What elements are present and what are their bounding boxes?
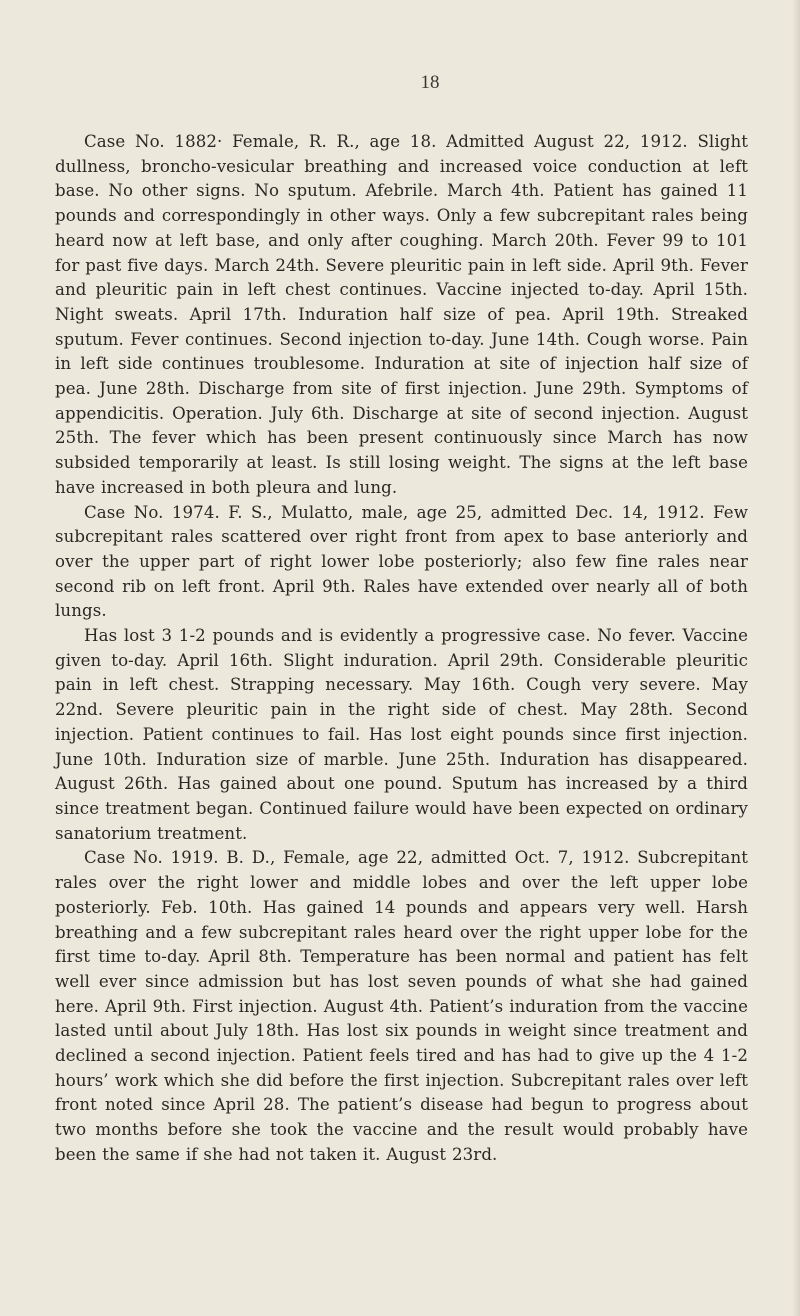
page-edge-shadow (792, 0, 800, 1316)
case-1974-continuation-paragraph: Has lost 3 1-2 pounds and is evidently a progressive case. No fever. Vaccine given to-day. April 16th. Slight induration. April 29th. Considerable pleuritic pain in left chest. Strapping necessary. May 16th. Cough very severe. May 22nd. Severe pleuritic pain in the right side of chest. May 28th. Second injection. Patient continues to fail. Has lost eight pounds since first injection. June 10th. Induration size of marble. June 25th. Induration has disappeared. August 26th. Has gained about one pound. Sputum has increased by a third since treatment began. Continued failure would have been expected on ordinary sanatorium treatment. (55, 626, 748, 843)
page-number: 18 (420, 72, 440, 93)
case-1974-paragraph: Case No. 1974. F. S., Mulatto, male, age 25, admitted Dec. 14, 1912. Few subcrepitant rales scattered over right front from apex to base anteriorly and over the upper part of right lower lobe posteriorly; also few fine rales near second rib on left front. April 9th. Rales have extended over nearly all of both lungs. (55, 502, 748, 621)
case-1919-paragraph: Case No. 1919. B. D., Female, age 22, admitted Oct. 7, 1912. Subcrepitant rales over the right lower and middle lobes and over the left upper lobe posteriorly. Feb. 10th. Has gained 14 pounds and appears very well. Harsh breathing and a few subcrepitant rales heard over the right upper lobe for the first time to-day. April 8th. Temperature has been normal and patient has felt well ever since admission but has lost seven pounds of what she had gained here. April 9th. First injection. August 4th. Patient’s induration from the vaccine lasted until about July 18th. Has lost six pounds in weight since treatment and declined a second injection. Patient feels tired and has had to give up the 4 1-2 hours’ work which she did before the first injection. Subcrepitant rales over left front noted since April 28. The patient’s disease had begun to progress about two months before she took the vaccine and the result would probably have been the same if she had not taken it. August 23rd. (55, 848, 748, 1164)
case-1882-paragraph: Case No. 1882· Female, R. R., age 18. Admitted August 22, 1912. Slight dullness, broncho-vesicular breathing and increased voice conduction at left base. No other signs. No sputum. Afebrile. March 4th. Patient has gained 11 pounds and correspondingly in other ways. Only a few subcrepitant rales being heard now at left base, and only after coughing. March 20th. Fever 99 to 101 for past five days. March 24th. Severe pleuritic pain in left side. April 9th. Fever and pleuritic pain in left chest continues. Vaccine injected to-day. April 15th. Night sweats. April 17th. Induration half size of pea. April 19th. Streaked sputum. Fever continues. Second injection to-day. June 14th. Cough worse. Pain in left side continues troublesome. Induration at site of injection half size of pea. June 28th. Discharge from site of first injection. June 29th. Symptoms of appendicitis. Operation. July 6th. Discharge at site of second injection. August 25th. The fever which has been present continuously since March has now subsided temporarily at least. Is still losing weight. The signs at the left base have increased in both pleura and lung. (55, 132, 748, 497)
document-body (55, 130, 748, 1168)
